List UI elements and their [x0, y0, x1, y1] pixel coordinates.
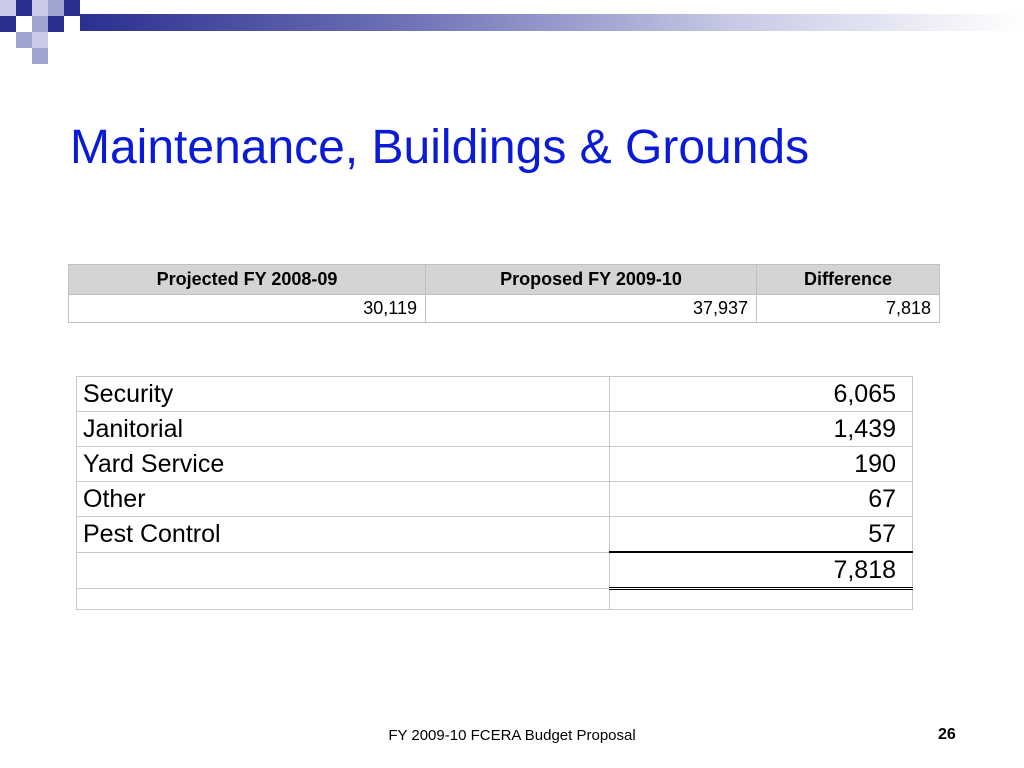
blank-cell [77, 589, 610, 610]
detail-value: 57 [610, 517, 913, 553]
table-row [77, 412, 913, 447]
ornament-square [16, 0, 32, 16]
summary-value-proposed: 37,937 [426, 295, 757, 323]
page-number: 26 [938, 726, 956, 743]
ornament-square [32, 0, 48, 16]
total-label-cell [77, 552, 610, 589]
total-value: 7,818 [610, 552, 913, 589]
table-row [77, 517, 913, 553]
table-row [77, 447, 913, 482]
ornament-square [64, 0, 80, 16]
decorative-corner-ornament [0, 0, 1024, 70]
summary-header-projected: Projected FY 2008-09 [69, 265, 426, 295]
blank-cell [610, 589, 913, 610]
summary-value-difference: 7,818 [757, 295, 940, 323]
summary-value-row [69, 295, 940, 323]
table-row [77, 377, 913, 412]
detail-value: 67 [610, 482, 913, 517]
ornament-square [32, 16, 48, 32]
detail-label: Security [77, 377, 610, 412]
detail-label: Pest Control [77, 517, 610, 553]
summary-header-proposed: Proposed FY 2009-10 [426, 265, 757, 295]
ornament-gradient-bar [80, 14, 1024, 31]
ornament-square [48, 0, 64, 16]
detail-value: 190 [610, 447, 913, 482]
detail-label: Janitorial [77, 412, 610, 447]
summary-header-difference: Difference [757, 265, 940, 295]
summary-header-row [69, 265, 940, 295]
detail-label: Yard Service [77, 447, 610, 482]
table-row [77, 482, 913, 517]
ornament-square [16, 16, 32, 32]
ornament-square [0, 0, 16, 16]
ornament-square [32, 32, 48, 48]
summary-value-projected: 30,119 [69, 295, 426, 323]
ornament-square [16, 32, 32, 48]
page-title: Maintenance, Buildings & Grounds [70, 121, 810, 174]
detail-label: Other [77, 482, 610, 517]
ornament-square [0, 16, 16, 32]
ornament-square [48, 16, 64, 32]
ornament-square [32, 48, 48, 64]
footer-text: FY 2009-10 FCERA Budget Proposal [388, 727, 636, 744]
summary-table [68, 264, 940, 323]
detail-table [76, 376, 913, 610]
total-row [77, 552, 913, 589]
detail-value: 1,439 [610, 412, 913, 447]
blank-row [77, 589, 913, 610]
detail-value: 6,065 [610, 377, 913, 412]
